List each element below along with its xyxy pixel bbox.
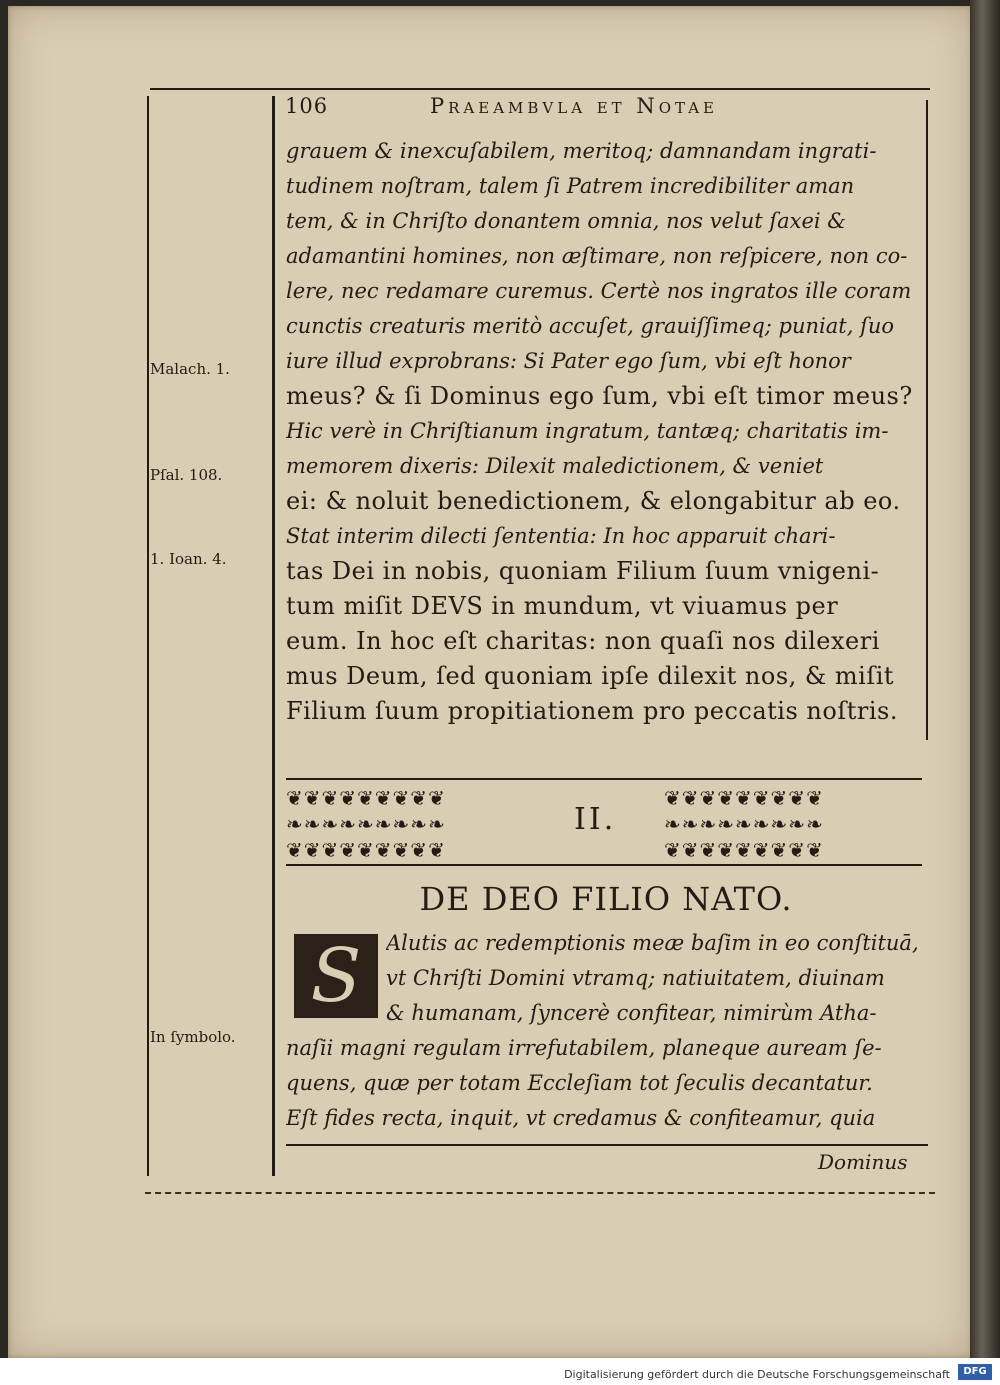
body-line: ei: & noluit benedictionem, & elongabitur ab eo. (286, 487, 901, 515)
text-bottom-rule (286, 1144, 928, 1146)
body-line: lere, nec redamare curemus. Certè nos ingratos ille coram (286, 279, 912, 303)
margin-note-malachi: Malach. 1. (150, 360, 230, 378)
ornament-band (286, 784, 920, 862)
text-left-rule (272, 96, 275, 1176)
body-line: eum. In hoc eſt charitas: non quaſi nos dilexeri (286, 627, 880, 655)
section-line: vt Chriſti Domini vtramq; natiuitatem, diuinam (386, 966, 885, 990)
digitization-credit: Digitalisierung gefördert durch die Deutsche Forschungsgemeinschaft (564, 1368, 950, 1381)
fleuron-row-left: ❧❧❧❧❧❧❧❧❧ (286, 812, 446, 836)
top-rule (150, 88, 930, 90)
margin-note-symbol: In ſymbolo. (150, 1028, 236, 1046)
margin-note-john: 1. Ioan. 4. (150, 550, 227, 568)
body-line: meus? & ſi Dominus ego ſum, vbi eſt timor meus? (286, 382, 913, 410)
body-line: tem, & in Chriſto donantem omnia, nos velut ſaxei & (286, 209, 846, 233)
section-line: naſii magni regulam irrefutabilem, planeque auream ſe- (286, 1036, 882, 1060)
running-title: Praeambvla et Notae (430, 94, 718, 118)
body-line: memorem dixeris: Dilexit maledictionem, & veniet (286, 454, 824, 478)
ornament-bottom-rule (286, 864, 922, 866)
fleuron-row-right: ❧❧❧❧❧❧❧❧❧ (664, 812, 824, 836)
dfg-logo: DFG (958, 1364, 992, 1380)
body-line: Hic verè in Chriſtianum ingratum, tantæq; charitatis im- (286, 419, 889, 443)
body-line: tas Dei in nobis, quoniam Filium ſuum vnigeni- (286, 557, 880, 585)
section-line: Eſt fides recta, inquit, vt credamus & confiteamur, quia (286, 1106, 876, 1130)
body-line: Stat interim dilecti ſententia: In hoc apparuit chari- (286, 524, 836, 548)
fleuron-row-left: ❦❦❦❦❦❦❦❦❦ (286, 838, 446, 862)
section-text-continued (286, 996, 926, 1136)
fleuron-row-right: ❦❦❦❦❦❦❦❦❦ (664, 838, 824, 862)
fleuron-row-right: ❦❦❦❦❦❦❦❦❦ (664, 786, 824, 810)
body-line: adamantini homines, non æſtimare, non reſpicere, non co- (286, 244, 908, 268)
body-line: cunctis creaturis meritò accuſet, grauiſſimeq; puniat, ſuo (286, 314, 895, 338)
running-head (285, 94, 925, 124)
body-line: mus Deum, ſed quoniam ipſe dilexit nos, & miſit (286, 662, 895, 690)
margin-note-psalm: Pſal. 108. (150, 466, 223, 484)
body-line: iure illud exprobrans: Si Pater ego ſum, vbi eſt honor (286, 349, 851, 373)
section-line: Alutis ac redemptionis meæ baſim in eo conſtituā, (386, 931, 919, 955)
decorated-initial: S (290, 930, 382, 1022)
book-edge (970, 0, 1000, 1358)
bottom-dashed-rule (145, 1192, 935, 1194)
text-right-rule (926, 100, 928, 740)
section-text (386, 926, 926, 996)
body-text (286, 134, 926, 729)
page-number: 106 (285, 94, 329, 118)
section-line: & humanam, ſyncerè confitear, nimirùm Atha- (386, 1001, 877, 1025)
catchword: Dominus (818, 1150, 908, 1174)
section-title: DE DEO FILIO NATO. (419, 880, 793, 918)
left-margin-rule (147, 96, 149, 1176)
section-line: quens, quæ per totam Eccleſiam tot ſeculis decantatur. (286, 1071, 873, 1095)
body-line: tum miſit DEVS in mundum, vt viuamus per (286, 592, 839, 620)
fleuron-row-left: ❦❦❦❦❦❦❦❦❦ (286, 786, 446, 810)
body-line: tudinem noſtram, talem ſi Patrem incredibiliter aman (286, 174, 855, 198)
body-line: grauem & inexcuſabilem, meritoq; damnandam ingrati- (286, 139, 877, 163)
body-line: Filium ſuum propitiationem pro peccatis noſtris. (286, 697, 898, 725)
chapter-number: II. (574, 802, 617, 837)
ornament-top-rule (286, 778, 922, 780)
